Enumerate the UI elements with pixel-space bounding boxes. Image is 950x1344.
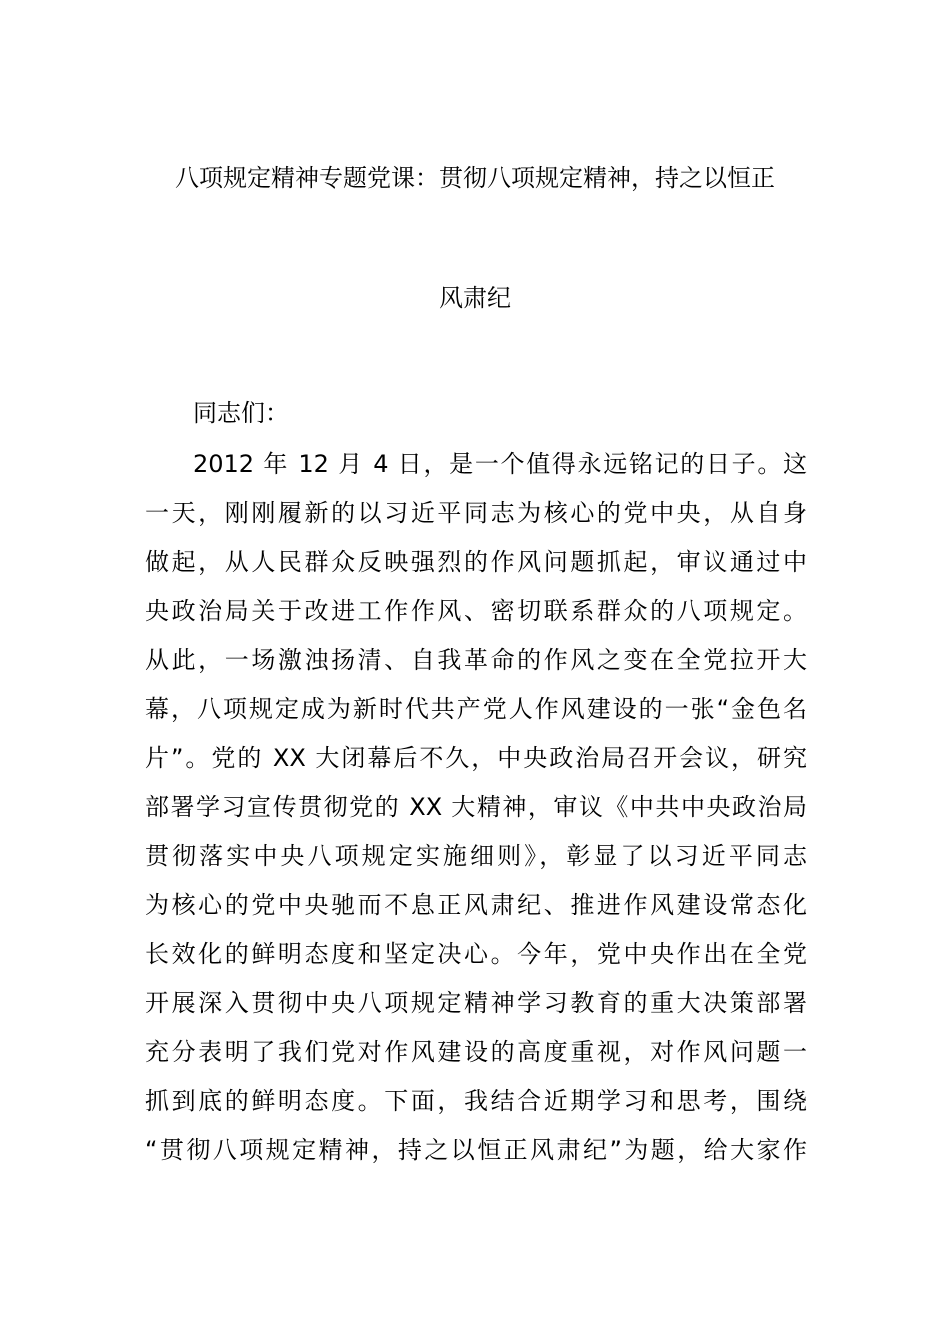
paragraph-line: 抓到底的鲜明态度。下面，我结合近期学习和思考，围绕 — [145, 1087, 807, 1115]
paragraph-line: 长效化的鲜明态度和坚定决心。今年，党中央作出在全党 — [145, 940, 807, 968]
paragraph-line: 幕，八项规定成为新时代共产党人作风建设的一张“金色名 — [145, 695, 807, 723]
paragraph-line: 从此，一场激浊扬清、自我革命的作风之变在全党拉开大 — [145, 646, 807, 674]
paragraph-line: 部署学习宣传贯彻党的 XX 大精神，审议《中共中央政治局 — [145, 793, 807, 821]
paragraph-line: 开展深入贯彻中央八项规定精神学习教育的重大决策部署 — [145, 989, 807, 1017]
paragraph-line: 充分表明了我们党对作风建设的高度重视，对作风问题一 — [145, 1038, 807, 1066]
paragraph-line: 贯彻落实中央八项规定实施细则》，彰显了以习近平同志 — [145, 842, 807, 870]
paragraph-line: 一天，刚刚履新的以习近平同志为核心的党中央，从自身 — [145, 499, 807, 527]
document-title-line-1: 八项规定精神专题党课：贯彻八项规定精神，持之以恒正 — [175, 164, 775, 192]
paragraph-line: “贯彻八项规定精神，持之以恒正风肃纪”为题，给大家作 — [145, 1136, 807, 1164]
paragraph-line: 为核心的党中央驰而不息正风肃纪、推进作风建设常态化 — [145, 891, 807, 919]
salutation: 同志们： — [193, 399, 289, 427]
paragraph-line: 2012 年 12 月 4 日，是一个值得永远铭记的日子。这 — [193, 450, 807, 478]
paragraph-line: 片”。党的 XX 大闭幕后不久，中央政治局召开会议，研究 — [145, 744, 807, 772]
paragraph-line: 做起，从人民群众反映强烈的作风问题抓起，审议通过中 — [145, 548, 807, 576]
document-title-line-2: 风肃纪 — [439, 284, 511, 312]
paragraph-line: 央政治局关于改进工作作风、密切联系群众的八项规定。 — [145, 597, 807, 625]
